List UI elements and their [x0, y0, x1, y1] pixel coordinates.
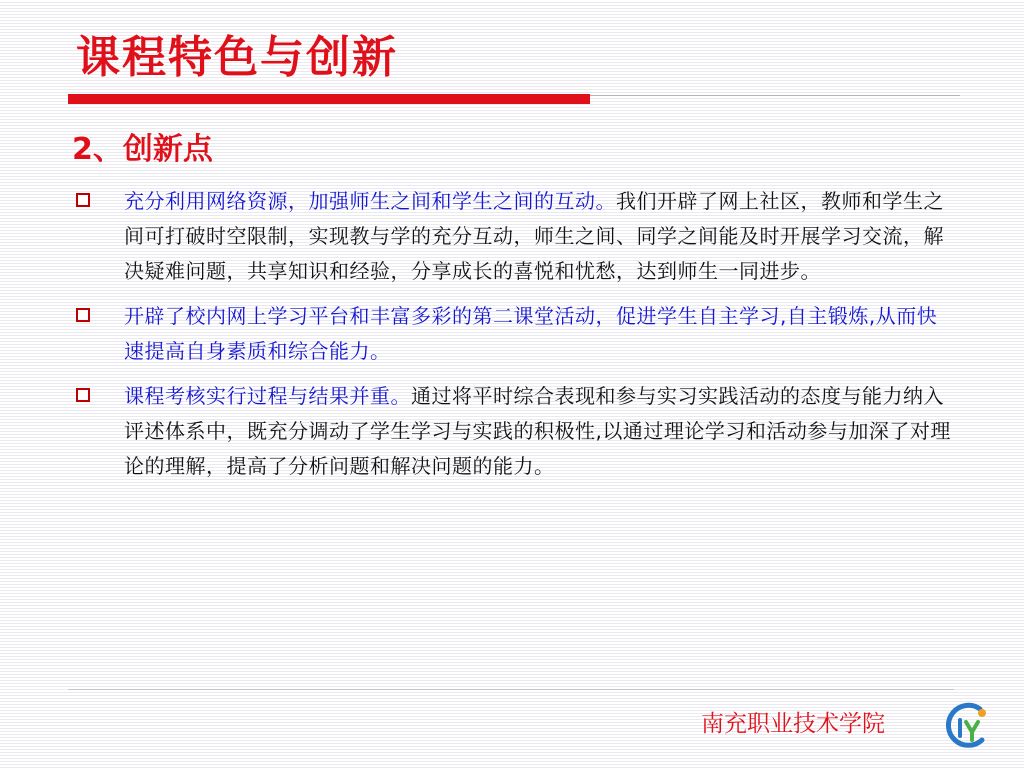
- college-logo-icon: [942, 700, 992, 750]
- bullet-highlight-text: 充分利用网络资源，加强师生之间和学生之间的互动。: [124, 189, 616, 213]
- square-bullet-icon: [76, 388, 90, 402]
- bullet-item: [72, 299, 952, 369]
- square-bullet-icon: [76, 308, 90, 322]
- slide-title: 课程特色与创新: [76, 32, 398, 83]
- title-divider-line: [590, 95, 960, 96]
- bullet-body-text: 通过将平时综合表现和参与实习实践活动的态度与能力纳入评述体系中，既充分调动了学生学习与实践的积极性,以通过理论学习和活动参与加深了对理论的理解，提高了分析问题和解决问题的能力。: [124, 384, 951, 478]
- bullet-item: [72, 379, 952, 484]
- bullet-highlight-text: 开辟了校内网上学习平台和丰富多彩的第二课堂活动，促进学生自主学习,自主锻炼,从而快速提高自身素质和综合能力。: [124, 304, 938, 363]
- title-underline-bar: [68, 94, 590, 104]
- bullet-list: [72, 184, 952, 494]
- bullet-highlight-text: 课程考核实行过程与结果并重。: [124, 384, 411, 408]
- section-heading: 2、创新点: [72, 132, 213, 167]
- bullet-body-text: 我们开辟了网上社区，教师和学生之间可打破时空限制，实现教与学的充分互动，师生之间、同学之间能及时开展学习交流，解决疑难问题，共享知识和经验，分享成长的喜悦和忧愁，达到师生一同进步。: [124, 189, 944, 283]
- square-bullet-icon: [76, 193, 90, 207]
- footer-divider-line: [68, 689, 954, 690]
- footer-organization-name: 南充职业技术学院: [701, 711, 885, 737]
- bullet-item: [72, 184, 952, 289]
